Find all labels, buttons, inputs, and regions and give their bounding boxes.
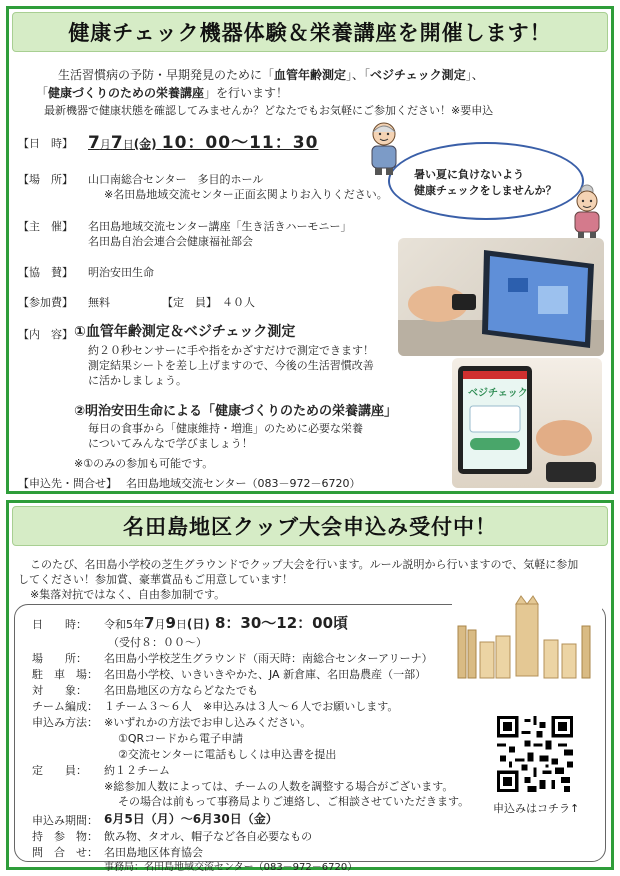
target-label: 対 象： (32, 684, 87, 697)
place-label: 【場 所】 (18, 173, 73, 186)
qr-caption: 申込みはコチラ↑ (493, 802, 580, 815)
inquiry-label: 問 合 せ： (32, 846, 98, 859)
contact-label: 【申込先・問合せ】 (18, 477, 117, 490)
content-item1-line1: 約２０秒センサーに手や指をかざすだけで測定できます！ (88, 344, 374, 357)
host-line1: 名田島地域交流センター講座「生き活きハーモニー」 (88, 220, 352, 233)
kubb-place-label: 場 所： (32, 652, 87, 665)
method-2: ②交流センターに電話もしくは申込書を提出 (118, 748, 337, 761)
sponsor-value: 明治安田生命 (88, 266, 154, 279)
place-note: ※名田島地域交流センター正面玄関よりお入りください。 (104, 188, 388, 201)
qr-code-icon[interactable] (497, 716, 573, 792)
intro-line3: 最新機器で健康状態を確認してみませんか？どなたでもお気軽にご参加ください！※要申込 (44, 104, 494, 117)
content-item2-line1: 毎日の食事から「健康維持・増進」のために必要な栄養 (88, 422, 363, 435)
kubb-place-value: 名田島小学校芝生グラウンド（雨天時：南総合センターアリーナ） (104, 652, 433, 665)
intro-line1: 生活習慣病の予防・早期発見のために「血管年齢測定」、「ベジチェック測定」、 (58, 68, 484, 82)
date-value: 7月7日(金) 10：00～11：30 (88, 133, 319, 153)
fee-value: 無料 (88, 296, 110, 309)
section2-title: 名田島地区クッブ大会申込み受付中！ (12, 506, 608, 546)
intro-line2: 「健康づくりのための栄養講座」を行います！ (36, 86, 289, 100)
kubb-capacity-value: 約１２チーム (104, 764, 170, 777)
capacity-label: 【定 員】 (162, 296, 217, 309)
bubble-line2: 健康チェックをしませんか？ (414, 184, 557, 197)
parking-label: 駐 車 場： (32, 668, 98, 681)
vegecheck-device-photo (452, 358, 602, 488)
period-value: 6月5日（月）～6月30日（金） (104, 812, 278, 826)
kubb-date-value: 令和5年7月9日(日) 8：30～12：00頃 (104, 614, 349, 632)
target-value: 名田島地区の方ならどなたでも (104, 684, 258, 697)
section2-intro-line1: このたび、名田島小学校の芝生グラウンドでクップ大会を行います。ルール説明から行いますので、気軽に参加 (30, 558, 579, 571)
section1-title: 健康チェック機器体験＆栄養講座を開催します！ (12, 12, 608, 52)
grandma-illustration (568, 182, 606, 238)
method-label: 申込み方法： (32, 716, 98, 729)
host-label: 【主 催】 (18, 220, 73, 233)
contact-value: 名田島地域交流センター（083－972－6720） (126, 477, 361, 490)
content-item2-title: ②明治安田生命による「健康づくりのための栄養講座」 (74, 404, 398, 419)
inquiry-value2: 事務局：名田島地域交流センター（083－972－6720） (104, 862, 358, 873)
content-item2-line2: についてみんなで学びましょう！ (88, 437, 253, 450)
content-item1-title: ①血管年齢測定＆ベジチェック測定 (74, 324, 296, 340)
host-line2: 名田島自治会連合会健康福祉部会 (88, 235, 253, 248)
method-1: ①QRコードから電子申請 (118, 732, 244, 745)
kubb-capacity-note2: その場合は前もって事務局よりご連絡し、ご相談させていただきます。 (118, 795, 470, 808)
fee-label: 【参加費】 (18, 296, 73, 309)
content-note: ※①のみの参加も可能です。 (74, 457, 214, 470)
sponsor-label: 【協 賛】 (18, 266, 73, 279)
section2-intro-line2: してください！参加賞、豪華賞品もご用意しています！ (18, 573, 293, 586)
bring-label: 持 参 物： (32, 830, 98, 843)
content-item1-line2: 測定結果シートを差し上げますので、今後の生活習慣改善 (88, 359, 374, 372)
kubb-photo (452, 590, 602, 690)
bring-value: 飲み物、タオル、帽子など各自必要なもの (104, 830, 313, 843)
team-value: １チーム３～６人 ※申込みは３人～６人でお願いします。 (104, 700, 399, 713)
place-value: 山口南総合センター 多目的ホール (88, 173, 264, 186)
tablet-sensor-photo (398, 238, 604, 356)
date-label: 【日 時】 (18, 137, 73, 150)
period-label: 申込み期間： (32, 814, 98, 827)
section2-intro-line3: ※集落対抗ではなく、自由参加制です。 (30, 588, 226, 601)
bubble-line1: 暑い夏に負けないよう (414, 168, 524, 181)
method-value: ※いずれかの方法でお申し込みください。 (104, 716, 312, 729)
grandpa-illustration (364, 120, 404, 176)
inquiry-value1: 名田島地区体育協会 (104, 846, 203, 859)
kubb-capacity-note1: ※総参加人数によっては、チームの人数を調整する場合がございます。 (104, 780, 454, 793)
content-label: 【内 容】 (18, 328, 73, 341)
kubb-reception: （受付８：００～） (108, 636, 207, 649)
content-item1-line3: に活かしましょう。 (88, 374, 187, 387)
capacity-value: ４０人 (222, 296, 255, 309)
team-label: チーム編成： (32, 700, 98, 713)
parking-value: 名田島小学校、いきいきやかた、JA 新倉庫、名田島農産（一部） (104, 668, 427, 681)
kubb-date-label: 日 時： (32, 618, 87, 631)
tablet-title: ベジチェック (468, 388, 528, 399)
kubb-capacity-label: 定 員： (32, 764, 87, 777)
